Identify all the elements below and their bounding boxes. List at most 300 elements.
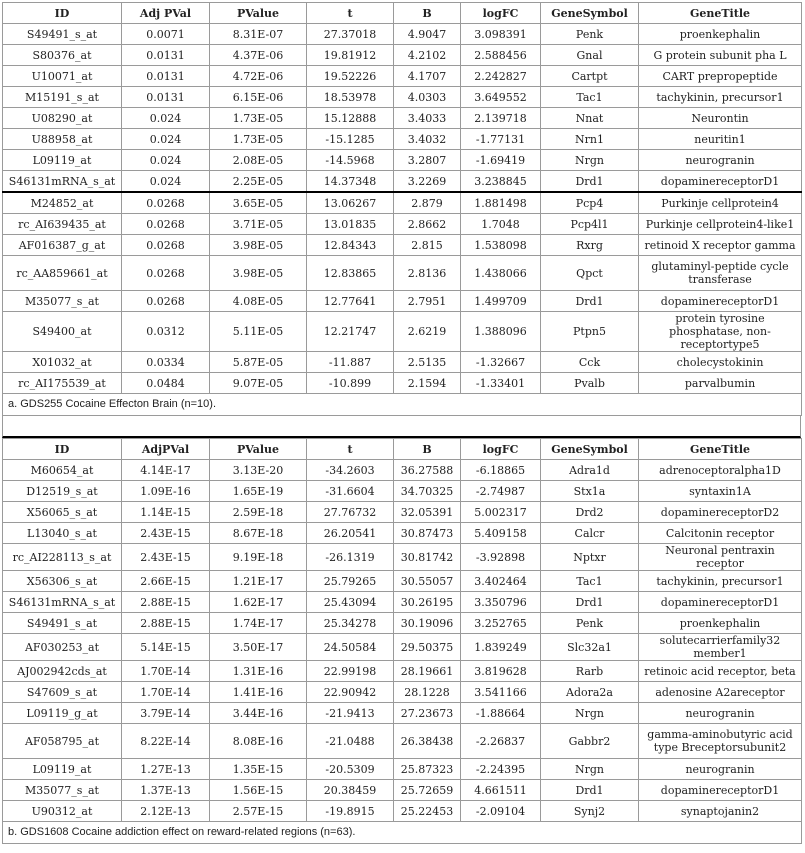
cell-adj-pval: 0.0334 (122, 352, 210, 373)
cell-adj-pval: 0.0131 (122, 87, 210, 108)
cell-gene-symbol: Tac1 (541, 571, 639, 592)
table-row (3, 256, 802, 291)
header-id: ID (3, 439, 122, 460)
cell-adj-pval: 0.0268 (122, 214, 210, 235)
cell-t: 19.81912 (307, 45, 394, 66)
cell-pvalue: 3.50E-17 (210, 634, 307, 661)
cell-adj-pval: 8.22E-14 (122, 724, 210, 759)
cell-pvalue: 4.37E-06 (210, 45, 307, 66)
cell-b: 30.26195 (394, 592, 461, 613)
cell-t: -34.2603 (307, 460, 394, 481)
cell-gene-symbol: Cartpt (541, 66, 639, 87)
header-logfc: logFC (461, 439, 541, 460)
table-row (3, 66, 802, 87)
cell-b: 28.19661 (394, 661, 461, 682)
cell-gene-title: dopaminereceptorD2 (639, 502, 802, 523)
cell-id: S80376_at (3, 45, 122, 66)
cell-id: X56306_s_at (3, 571, 122, 592)
cell-gene-title: proenkephalin (639, 24, 802, 45)
cell-logfc: -2.09104 (461, 801, 541, 822)
table-row (3, 291, 802, 312)
cell-adj-pval: 1.27E-13 (122, 759, 210, 780)
cell-adj-pval: 2.88E-15 (122, 592, 210, 613)
cell-pvalue: 2.25E-05 (210, 171, 307, 193)
cell-t: 25.43094 (307, 592, 394, 613)
cell-pvalue: 1.31E-16 (210, 661, 307, 682)
header-pvalue: PValue (210, 3, 307, 24)
table-row (3, 192, 802, 214)
cell-pvalue: 1.41E-16 (210, 682, 307, 703)
cell-adj-pval: 2.43E-15 (122, 544, 210, 571)
table-caption: a. GDS255 Cocaine Effecton Brain (n=10). (3, 394, 802, 416)
cell-id: AF016387_g_at (3, 235, 122, 256)
cell-gene-title: dopaminereceptorD1 (639, 171, 802, 193)
cell-logfc: 1.499709 (461, 291, 541, 312)
cell-gene-title: proenkephalin (639, 613, 802, 634)
cell-pvalue: 2.59E-18 (210, 502, 307, 523)
cell-pvalue: 3.71E-05 (210, 214, 307, 235)
cell-pvalue: 8.08E-16 (210, 724, 307, 759)
cell-logfc: -1.88664 (461, 703, 541, 724)
cell-pvalue: 1.56E-15 (210, 780, 307, 801)
cell-logfc: 1.438066 (461, 256, 541, 291)
cell-id: U88958_at (3, 129, 122, 150)
header-gene-title: GeneTitle (639, 3, 802, 24)
cell-gene-title: neurogranin (639, 150, 802, 171)
cell-gene-symbol: Drd2 (541, 502, 639, 523)
cell-gene-title: solutecarrierfamily32 member1 (639, 634, 802, 661)
caption-row (3, 394, 802, 416)
cell-t: 20.38459 (307, 780, 394, 801)
cell-gene-symbol: Pvalb (541, 373, 639, 394)
cell-b: 2.6219 (394, 312, 461, 352)
cell-gene-symbol: Gnal (541, 45, 639, 66)
cell-pvalue: 3.13E-20 (210, 460, 307, 481)
cell-adj-pval: 0.0071 (122, 24, 210, 45)
cell-t: 18.53978 (307, 87, 394, 108)
table-row (3, 801, 802, 822)
cell-t: -21.9413 (307, 703, 394, 724)
header-t: t (307, 439, 394, 460)
header-gene-title: GeneTitle (639, 439, 802, 460)
cell-t: 25.34278 (307, 613, 394, 634)
cell-b: 2.879 (394, 192, 461, 214)
cell-b: 29.50375 (394, 634, 461, 661)
cell-gene-title: parvalbumin (639, 373, 802, 394)
cell-t: 24.50584 (307, 634, 394, 661)
cell-logfc: -3.92898 (461, 544, 541, 571)
table-row (3, 352, 802, 373)
cell-adj-pval: 0.0268 (122, 192, 210, 214)
cell-b: 3.4032 (394, 129, 461, 150)
cell-gene-symbol: Calcr (541, 523, 639, 544)
cell-gene-title: CART prepropeptide (639, 66, 802, 87)
cell-logfc: 3.649552 (461, 87, 541, 108)
cell-adj-pval: 0.0312 (122, 312, 210, 352)
cell-pvalue: 1.73E-05 (210, 108, 307, 129)
cell-adj-pval: 4.14E-17 (122, 460, 210, 481)
cell-logfc: -6.18865 (461, 460, 541, 481)
cell-gene-title: Purkinje cellprotein4-like1 (639, 214, 802, 235)
cell-adj-pval: 1.70E-14 (122, 682, 210, 703)
cell-b: 3.4033 (394, 108, 461, 129)
cell-pvalue: 2.08E-05 (210, 150, 307, 171)
cell-adj-pval: 0.024 (122, 129, 210, 150)
cell-id: L09119_g_at (3, 703, 122, 724)
cell-gene-symbol: Nrgn (541, 703, 639, 724)
header-gene-symbol: GeneSymbol (541, 439, 639, 460)
table-row (3, 171, 802, 193)
cell-gene-title: dopaminereceptorD1 (639, 780, 802, 801)
cell-t: -26.1319 (307, 544, 394, 571)
cell-logfc: 3.098391 (461, 24, 541, 45)
cell-t: -14.5968 (307, 150, 394, 171)
cell-b: 2.7951 (394, 291, 461, 312)
cell-logfc: 1.881498 (461, 192, 541, 214)
cell-adj-pval: 2.66E-15 (122, 571, 210, 592)
cell-gene-title: adrenoceptoralpha1D (639, 460, 802, 481)
cell-gene-title: retinoic acid receptor, beta (639, 661, 802, 682)
cell-logfc: 2.139718 (461, 108, 541, 129)
cell-adj-pval: 1.70E-14 (122, 661, 210, 682)
cell-t: 22.90942 (307, 682, 394, 703)
cell-adj-pval: 1.37E-13 (122, 780, 210, 801)
cell-gene-symbol: Pcp4 (541, 192, 639, 214)
table-row (3, 108, 802, 129)
cell-id: M35077_s_at (3, 780, 122, 801)
cell-adj-pval: 0.024 (122, 108, 210, 129)
header-adj-pval: AdjPVal (122, 439, 210, 460)
table-row (3, 634, 802, 661)
cell-b: 2.8136 (394, 256, 461, 291)
cell-id: M35077_s_at (3, 291, 122, 312)
cell-id: S49400_at (3, 312, 122, 352)
table-row (3, 661, 802, 682)
cell-b: 2.1594 (394, 373, 461, 394)
cell-t: 12.83865 (307, 256, 394, 291)
cell-gene-title: cholecystokinin (639, 352, 802, 373)
cell-id: X56065_s_at (3, 502, 122, 523)
table-spacer (2, 416, 801, 438)
table-row (3, 502, 802, 523)
cell-t: 25.79265 (307, 571, 394, 592)
cell-logfc: 3.252765 (461, 613, 541, 634)
table-row (3, 214, 802, 235)
cell-adj-pval: 2.12E-13 (122, 801, 210, 822)
header-gene-symbol: GeneSymbol (541, 3, 639, 24)
cell-t: -31.6604 (307, 481, 394, 502)
cell-logfc: 1.538098 (461, 235, 541, 256)
cell-adj-pval: 2.43E-15 (122, 523, 210, 544)
cell-logfc: -1.33401 (461, 373, 541, 394)
cell-pvalue: 4.72E-06 (210, 66, 307, 87)
cell-gene-symbol: Penk (541, 613, 639, 634)
cell-adj-pval: 1.14E-15 (122, 502, 210, 523)
cell-adj-pval: 0.0131 (122, 45, 210, 66)
cell-b: 34.70325 (394, 481, 461, 502)
cell-gene-symbol: Adra1d (541, 460, 639, 481)
header-adj-pval: Adj PVal (122, 3, 210, 24)
cell-t: 13.01835 (307, 214, 394, 235)
cell-logfc: 2.588456 (461, 45, 541, 66)
cell-t: -21.0488 (307, 724, 394, 759)
document-page (2, 2, 802, 844)
cell-gene-symbol: Cck (541, 352, 639, 373)
cell-t: -15.1285 (307, 129, 394, 150)
cell-adj-pval: 0.024 (122, 150, 210, 171)
cell-pvalue: 2.57E-15 (210, 801, 307, 822)
cell-gene-symbol: Nptxr (541, 544, 639, 571)
header-pvalue: PValue (210, 439, 307, 460)
cell-logfc: -1.69419 (461, 150, 541, 171)
cell-gene-title: synaptojanin2 (639, 801, 802, 822)
cell-id: U90312_at (3, 801, 122, 822)
cell-gene-title: Neuronal pentraxin receptor (639, 544, 802, 571)
table-row (3, 544, 802, 571)
cell-logfc: 1.839249 (461, 634, 541, 661)
cell-id: M15191_s_at (3, 87, 122, 108)
cell-b: 4.9047 (394, 24, 461, 45)
cell-gene-symbol: Drd1 (541, 171, 639, 193)
table-row (3, 759, 802, 780)
cell-t: 14.37348 (307, 171, 394, 193)
cell-logfc: 5.002317 (461, 502, 541, 523)
cell-gene-title: retinoid X receptor gamma (639, 235, 802, 256)
cell-gene-symbol: Drd1 (541, 592, 639, 613)
cell-gene-symbol: Synj2 (541, 801, 639, 822)
cell-b: 3.2269 (394, 171, 461, 193)
cell-t: 26.20541 (307, 523, 394, 544)
cell-b: 30.55057 (394, 571, 461, 592)
cell-adj-pval: 0.0268 (122, 291, 210, 312)
cell-gene-symbol: Adora2a (541, 682, 639, 703)
cell-gene-title: Purkinje cellprotein4 (639, 192, 802, 214)
cell-t: -19.8915 (307, 801, 394, 822)
cell-logfc: 1.388096 (461, 312, 541, 352)
cell-id: L09119_at (3, 150, 122, 171)
header-b: B (394, 439, 461, 460)
cell-gene-symbol: Gabbr2 (541, 724, 639, 759)
cell-pvalue: 1.62E-17 (210, 592, 307, 613)
cell-b: 4.2102 (394, 45, 461, 66)
cell-gene-symbol: Slc32a1 (541, 634, 639, 661)
cell-gene-title: neurogranin (639, 703, 802, 724)
cell-gene-title: tachykinin, precursor1 (639, 571, 802, 592)
cell-logfc: 3.238845 (461, 171, 541, 193)
cell-id: rc_AI175539_at (3, 373, 122, 394)
cell-gene-title: adenosine A2areceptor (639, 682, 802, 703)
cell-t: -20.5309 (307, 759, 394, 780)
cell-b: 3.2807 (394, 150, 461, 171)
table-gds255 (2, 2, 802, 416)
cell-id: L13040_s_at (3, 523, 122, 544)
cell-gene-title: protein tyrosine phosphatase, non-receptortype5 (639, 312, 802, 352)
cell-pvalue: 9.07E-05 (210, 373, 307, 394)
cell-gene-symbol: Qpct (541, 256, 639, 291)
table-row (3, 24, 802, 45)
table-row (3, 460, 802, 481)
cell-b: 25.87323 (394, 759, 461, 780)
cell-gene-symbol: Nrgn (541, 759, 639, 780)
cell-t: 15.12888 (307, 108, 394, 129)
table-row (3, 312, 802, 352)
cell-gene-symbol: Drd1 (541, 780, 639, 801)
cell-gene-symbol: Ptpn5 (541, 312, 639, 352)
cell-logfc: -1.77131 (461, 129, 541, 150)
cell-id: S49491_s_at (3, 613, 122, 634)
cell-b: 28.1228 (394, 682, 461, 703)
caption-row (3, 822, 802, 844)
cell-pvalue: 3.65E-05 (210, 192, 307, 214)
cell-logfc: -2.24395 (461, 759, 541, 780)
cell-gene-title: gamma-aminobutyric acid type Breceptorsubunit2 (639, 724, 802, 759)
cell-gene-title: Neurontin (639, 108, 802, 129)
cell-b: 32.05391 (394, 502, 461, 523)
cell-adj-pval: 0.0131 (122, 66, 210, 87)
table-row (3, 592, 802, 613)
cell-t: -10.899 (307, 373, 394, 394)
cell-adj-pval: 0.0268 (122, 256, 210, 291)
cell-gene-title: dopaminereceptorD1 (639, 291, 802, 312)
cell-gene-title: dopaminereceptorD1 (639, 592, 802, 613)
cell-id: L09119_at (3, 759, 122, 780)
table-row (3, 129, 802, 150)
cell-id: rc_AA859661_at (3, 256, 122, 291)
cell-gene-title: glutaminyl-peptide cycle transferase (639, 256, 802, 291)
table-gds1608 (2, 438, 802, 844)
cell-pvalue: 3.98E-05 (210, 235, 307, 256)
cell-id: U10071_at (3, 66, 122, 87)
cell-gene-symbol: Pcp4l1 (541, 214, 639, 235)
cell-pvalue: 1.35E-15 (210, 759, 307, 780)
cell-id: AJ002942cds_at (3, 661, 122, 682)
table-header-row (3, 439, 802, 460)
cell-pvalue: 1.21E-17 (210, 571, 307, 592)
cell-gene-title: tachykinin, precursor1 (639, 87, 802, 108)
cell-b: 2.8662 (394, 214, 461, 235)
table-row (3, 235, 802, 256)
cell-pvalue: 5.11E-05 (210, 312, 307, 352)
cell-pvalue: 1.73E-05 (210, 129, 307, 150)
cell-logfc: 4.661511 (461, 780, 541, 801)
header-b: B (394, 3, 461, 24)
table-header-row (3, 3, 802, 24)
cell-gene-title: neuritin1 (639, 129, 802, 150)
cell-id: S49491_s_at (3, 24, 122, 45)
cell-adj-pval: 3.79E-14 (122, 703, 210, 724)
cell-b: 4.1707 (394, 66, 461, 87)
cell-b: 30.81742 (394, 544, 461, 571)
cell-b: 25.22453 (394, 801, 461, 822)
cell-pvalue: 9.19E-18 (210, 544, 307, 571)
cell-logfc: 3.350796 (461, 592, 541, 613)
cell-t: 27.76732 (307, 502, 394, 523)
cell-t: 22.99198 (307, 661, 394, 682)
cell-pvalue: 5.87E-05 (210, 352, 307, 373)
cell-adj-pval: 5.14E-15 (122, 634, 210, 661)
cell-id: S47609_s_at (3, 682, 122, 703)
cell-gene-title: neurogranin (639, 759, 802, 780)
cell-b: 26.38438 (394, 724, 461, 759)
cell-id: AF058795_at (3, 724, 122, 759)
cell-pvalue: 8.67E-18 (210, 523, 307, 544)
cell-t: 12.77641 (307, 291, 394, 312)
cell-logfc: 3.819628 (461, 661, 541, 682)
cell-b: 27.23673 (394, 703, 461, 724)
cell-pvalue: 4.08E-05 (210, 291, 307, 312)
table-row (3, 523, 802, 544)
table-row (3, 87, 802, 108)
cell-logfc: 3.541166 (461, 682, 541, 703)
cell-adj-pval: 0.0268 (122, 235, 210, 256)
cell-b: 36.27588 (394, 460, 461, 481)
cell-logfc: -2.26837 (461, 724, 541, 759)
cell-gene-symbol: Drd1 (541, 291, 639, 312)
cell-gene-symbol: Nrn1 (541, 129, 639, 150)
table-caption: b. GDS1608 Cocaine addiction effect on reward-related regions (n=63). (3, 822, 802, 844)
table-row (3, 682, 802, 703)
cell-logfc: 3.402464 (461, 571, 541, 592)
cell-gene-title: syntaxin1A (639, 481, 802, 502)
cell-pvalue: 3.98E-05 (210, 256, 307, 291)
cell-gene-symbol: Rarb (541, 661, 639, 682)
cell-pvalue: 3.44E-16 (210, 703, 307, 724)
cell-pvalue: 6.15E-06 (210, 87, 307, 108)
header-id: ID (3, 3, 122, 24)
cell-gene-symbol: Nrgn (541, 150, 639, 171)
cell-id: AF030253_at (3, 634, 122, 661)
table-row (3, 481, 802, 502)
cell-id: S46131mRNA_s_at (3, 171, 122, 193)
cell-logfc: 2.242827 (461, 66, 541, 87)
cell-gene-title: G protein subunit pha L (639, 45, 802, 66)
cell-b: 30.19096 (394, 613, 461, 634)
cell-gene-symbol: Tac1 (541, 87, 639, 108)
cell-logfc: -2.74987 (461, 481, 541, 502)
cell-id: M60654_at (3, 460, 122, 481)
cell-id: rc_AI228113_s_at (3, 544, 122, 571)
cell-logfc: 1.7048 (461, 214, 541, 235)
cell-adj-pval: 0.0484 (122, 373, 210, 394)
cell-gene-symbol: Nnat (541, 108, 639, 129)
cell-pvalue: 1.65E-19 (210, 481, 307, 502)
cell-t: 12.21747 (307, 312, 394, 352)
header-logfc: logFC (461, 3, 541, 24)
table-row (3, 724, 802, 759)
cell-t: 13.06267 (307, 192, 394, 214)
cell-t: 27.37018 (307, 24, 394, 45)
header-t: t (307, 3, 394, 24)
table-row (3, 45, 802, 66)
table-row (3, 373, 802, 394)
cell-gene-title: Calcitonin receptor (639, 523, 802, 544)
table-row (3, 150, 802, 171)
cell-b: 4.0303 (394, 87, 461, 108)
cell-pvalue: 8.31E-07 (210, 24, 307, 45)
cell-adj-pval: 2.88E-15 (122, 613, 210, 634)
table-row (3, 703, 802, 724)
cell-b: 25.72659 (394, 780, 461, 801)
cell-gene-symbol: Penk (541, 24, 639, 45)
cell-gene-symbol: Stx1a (541, 481, 639, 502)
cell-t: 12.84343 (307, 235, 394, 256)
cell-b: 2.5135 (394, 352, 461, 373)
cell-t: -11.887 (307, 352, 394, 373)
cell-id: D12519_s_at (3, 481, 122, 502)
cell-b: 30.87473 (394, 523, 461, 544)
cell-adj-pval: 1.09E-16 (122, 481, 210, 502)
cell-id: M24852_at (3, 192, 122, 214)
